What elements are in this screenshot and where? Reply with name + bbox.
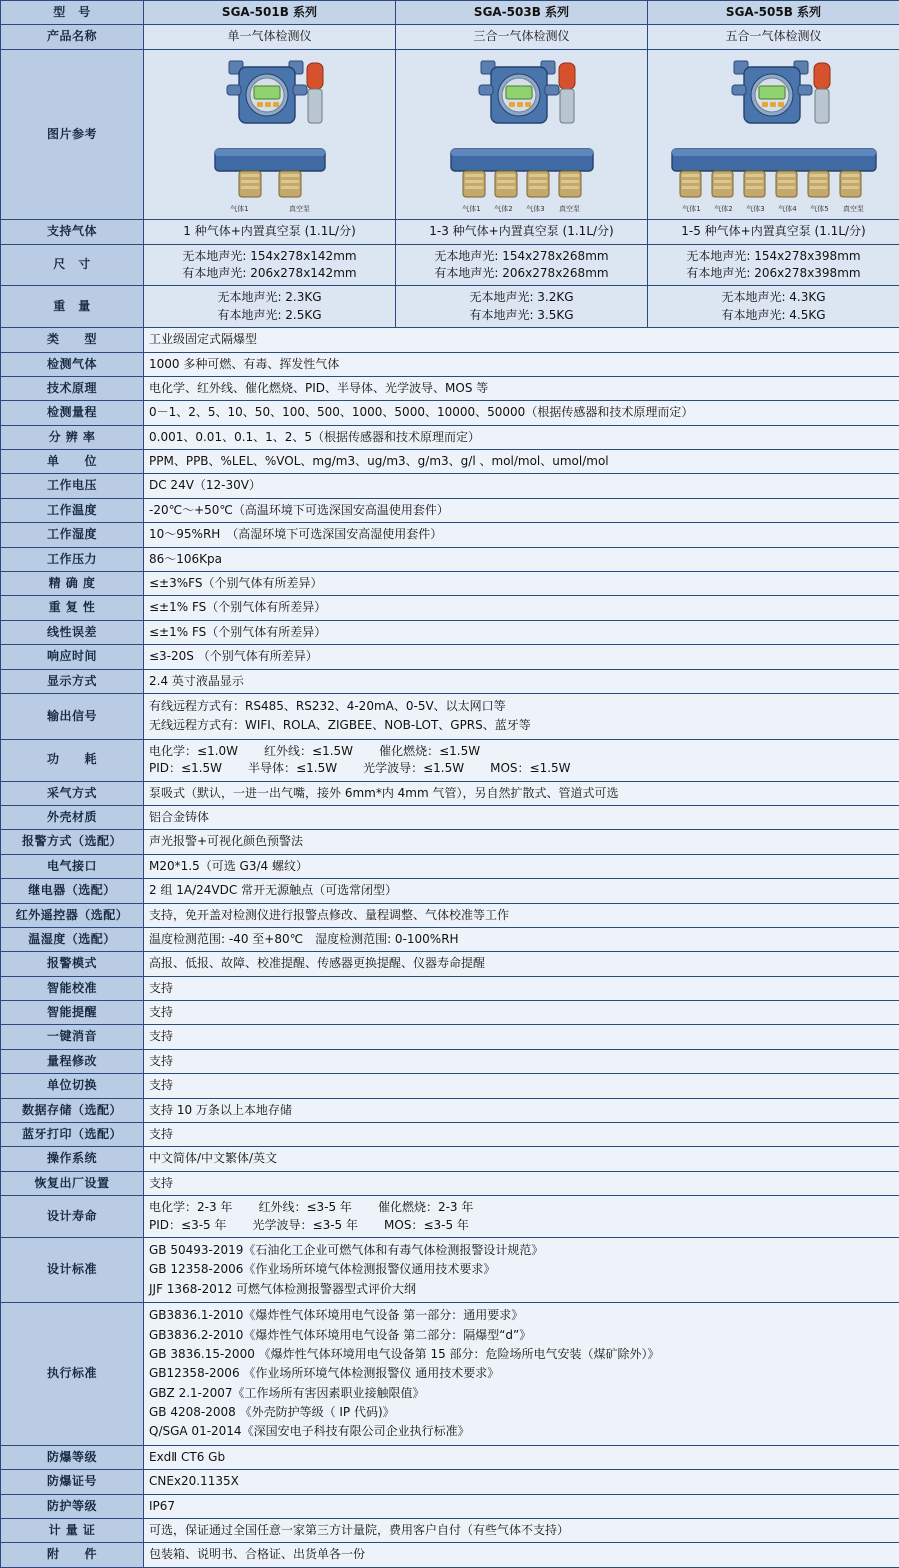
row-label-metrology-cert: 计 量 证 — [1, 1519, 144, 1543]
row-label-factory-reset: 恢复出厂设置 — [1, 1171, 144, 1195]
row-label-output-signal: 输出信号 — [1, 693, 144, 739]
row-label-resolution: 分 辨 率 — [1, 425, 144, 449]
row-label-voltage: 工作电压 — [1, 474, 144, 498]
row-label-support-gas: 支持气体 — [1, 220, 144, 244]
row-label-ex-rating: 防爆等级 — [1, 1445, 144, 1469]
weight-501b — [144, 286, 396, 328]
row-label-display: 显示方式 — [1, 669, 144, 693]
row-label-detect-gas: 检测气体 — [1, 352, 144, 376]
table-row-ip-rating — [1, 1494, 899, 1518]
row-label-smart-calibration: 智能校准 — [1, 976, 144, 1000]
table-row-design-standard — [1, 1237, 899, 1302]
weight-503b-line2: 有本地声光: 3.5KG — [401, 307, 642, 324]
row-value-power — [144, 739, 899, 781]
row-value-ip-rating: IP67 — [144, 1494, 899, 1518]
caption-pump: 真空泵 — [836, 204, 872, 214]
power-infrared — [264, 743, 353, 760]
life-optical-key: 光学波导： — [253, 1217, 313, 1234]
row-value-sampling: 泵吸式（默认，一进一出气嘴，接外 6mm*内 4mm 气管），另自然扩散式、管道式可选 — [144, 781, 899, 805]
row-label-work-temp: 工作温度 — [1, 498, 144, 522]
device-captions-5 — [654, 204, 894, 214]
device-captions-1 — [155, 204, 385, 214]
power-optical-key: 光学波导： — [363, 760, 423, 777]
row-label-exec-standard: 执行标准 — [1, 1303, 144, 1446]
weight-503b-line1: 无本地声光: 3.2KG — [401, 289, 642, 306]
row-label-one-key-mute: 一键消音 — [1, 1025, 144, 1049]
row-label-product-name: 产品名称 — [1, 25, 144, 49]
life-electrochemical-value: 2-3 年 — [197, 1199, 232, 1216]
table-row-smart-calibration — [1, 976, 899, 1000]
power-catalytic-key: 催化燃烧： — [379, 743, 439, 760]
row-label-type: 类 型 — [1, 328, 144, 352]
row-value-resolution: 0.001、0.01、0.1、1、2、5（根据传感器和技术原理而定） — [144, 425, 899, 449]
size-503b-line1: 无本地声光: 154x278x268mm — [401, 248, 642, 265]
row-label-relay: 继电器（选配） — [1, 879, 144, 903]
table-row-weight — [1, 286, 899, 328]
detector-svg — [407, 53, 637, 203]
table-row-type — [1, 328, 899, 352]
support-gas-505b: 1-5 种气体+内置真空泵 (1.1L/分) — [648, 220, 899, 244]
table-row-detect-gas — [1, 352, 899, 376]
table-row-repeatability — [1, 596, 899, 620]
row-value-output-signal — [144, 693, 899, 739]
caption-gas2: 气体2 — [708, 204, 740, 214]
row-label-repeatability: 重 复 性 — [1, 596, 144, 620]
design-standard-line: GB 50493-2019《石油化工企业可燃气体和有毒气体检测报警设计规范》 — [149, 1241, 894, 1260]
size-505b-line2: 有本地声光: 206x278x398mm — [653, 265, 894, 282]
table-row-voltage — [1, 474, 899, 498]
life-pid — [149, 1217, 227, 1234]
exec-standard-line: GB12358-2006 《作业场所环境气体检测报警仪 通用技术要求》 — [149, 1364, 894, 1383]
power-electrochemical — [149, 743, 238, 760]
table-row-range — [1, 401, 899, 425]
design-standard-line: JJF 1368-2012 可燃气体检测报警器型式评价大纲 — [149, 1280, 894, 1299]
row-label-temp-humidity: 温湿度（选配） — [1, 927, 144, 951]
table-row-housing — [1, 805, 899, 829]
life-mos-key: MOS： — [384, 1217, 423, 1234]
table-row-output-signal — [1, 693, 899, 739]
power-pid — [149, 760, 222, 777]
size-503b-line2: 有本地声光: 206x278x268mm — [401, 265, 642, 282]
weight-501b-line1: 无本地声光: 2.3KG — [149, 289, 390, 306]
row-label-work-humidity: 工作湿度 — [1, 523, 144, 547]
row-value-relay: 2 组 1A/24VDC 常开无源触点（可选常闭型） — [144, 879, 899, 903]
detector-illustration-5-gas — [654, 53, 894, 214]
row-label-response-time: 响应时间 — [1, 645, 144, 669]
row-label-unit: 单 位 — [1, 450, 144, 474]
power-optical — [363, 760, 464, 777]
caption-gas2: 气体2 — [488, 204, 520, 214]
caption-gas3: 气体3 — [520, 204, 552, 214]
row-label-image-reference: 图片参考 — [1, 49, 144, 219]
power-pid-key: PID： — [149, 760, 181, 777]
row-value-ir-remote: 支持，免开盖对检测仪进行报警点修改、量程调整、气体校准等工作 — [144, 903, 899, 927]
row-label-unit-switch: 单位切换 — [1, 1074, 144, 1098]
table-row-data-storage — [1, 1098, 899, 1122]
life-infrared — [258, 1199, 352, 1216]
row-value-ex-cert: CNEx20.1135X — [144, 1470, 899, 1494]
row-label-tech-principle: 技术原理 — [1, 376, 144, 400]
table-row-linear-error — [1, 620, 899, 644]
model-501b: SGA-501B 系列 — [144, 1, 396, 25]
row-value-exec-standard — [144, 1303, 899, 1446]
row-value-work-pressure: 86～106Kpa — [144, 547, 899, 571]
size-501b-line2: 有本地声光: 206x278x142mm — [149, 265, 390, 282]
product-name-505b: 五合一气体检测仪 — [648, 25, 899, 49]
row-value-accessories: 包装箱、说明书、合格证、出货单各一份 — [144, 1543, 899, 1567]
row-label-accuracy: 精 确 度 — [1, 572, 144, 596]
row-label-smart-reminder: 智能提醒 — [1, 1001, 144, 1025]
table-row-one-key-mute — [1, 1025, 899, 1049]
row-label-alarm-mode: 报警模式 — [1, 952, 144, 976]
table-row-sampling — [1, 781, 899, 805]
row-label-range: 检测量程 — [1, 401, 144, 425]
life-catalytic — [378, 1199, 473, 1216]
weight-505b-line2: 有本地声光: 4.5KG — [653, 307, 894, 324]
exec-standard-line: Q/SGA 01-2014《深国安电子科技有限公司企业执行标准》 — [149, 1422, 894, 1441]
row-label-power: 功 耗 — [1, 739, 144, 781]
row-value-unit: PPM、PPB、%LEL、%VOL、mg/m3、ug/m3、g/m3、g/l 、mol/mol、umol/mol — [144, 450, 899, 474]
row-value-range-modify: 支持 — [144, 1049, 899, 1073]
power-catalytic-value: ≤1.5W — [439, 743, 480, 760]
row-label-weight: 重 量 — [1, 286, 144, 328]
table-row-electrical-interface — [1, 854, 899, 878]
detector-svg — [155, 53, 385, 203]
table-row-image-reference — [1, 49, 899, 219]
power-semiconductor-value: ≤1.5W — [296, 760, 337, 777]
row-label-os: 操作系统 — [1, 1147, 144, 1171]
caption-gas3: 气体3 — [740, 204, 772, 214]
row-label-model: 型 号 — [1, 1, 144, 25]
table-row-smart-reminder — [1, 1001, 899, 1025]
row-value-smart-reminder: 支持 — [144, 1001, 899, 1025]
row-value-design-life — [144, 1196, 899, 1238]
row-value-os: 中文简体/中文繁体/英文 — [144, 1147, 899, 1171]
model-505b: SGA-505B 系列 — [648, 1, 899, 25]
device-captions-3 — [407, 204, 637, 214]
power-semiconductor-key: 半导体： — [248, 760, 296, 777]
power-pid-value: ≤1.5W — [181, 760, 222, 777]
output-signal-wired: 有线远程方式有：RS485、RS232、4-20mA、0-5V、以太网口等 — [149, 697, 894, 716]
power-infrared-value: ≤1.5W — [312, 743, 353, 760]
power-mos — [490, 760, 570, 777]
table-row-ir-remote — [1, 903, 899, 927]
weight-503b — [396, 286, 648, 328]
output-signal-wireless: 无线远程方式有：WIFI、ROLA、ZIGBEE、NOB-LOT、GPRS、蓝牙等 — [149, 716, 894, 735]
life-mos-value: ≤3-5 年 — [423, 1217, 468, 1234]
row-label-bluetooth-print: 蓝牙打印（选配） — [1, 1123, 144, 1147]
caption-pump: 真空泵 — [552, 204, 588, 214]
exec-standard-line: GB3836.1-2010《爆炸性气体环境用电气设备 第一部分：通用要求》 — [149, 1306, 894, 1325]
row-value-accuracy: ≤±3%FS（个别气体有所差异） — [144, 572, 899, 596]
device-image-503b — [396, 49, 648, 219]
design-life-line-1 — [149, 1199, 894, 1216]
row-label-size: 尺 寸 — [1, 244, 144, 286]
table-row-work-humidity — [1, 523, 899, 547]
table-row-support-gas — [1, 220, 899, 244]
caption-gas1: 气体1 — [210, 204, 270, 214]
size-501b-line1: 无本地声光: 154x278x142mm — [149, 248, 390, 265]
design-standard-line: GB 12358-2006《作业场所环境气体检测报警仪通用技术要求》 — [149, 1260, 894, 1279]
table-row-alarm-method — [1, 830, 899, 854]
caption-gas4: 气体4 — [772, 204, 804, 214]
row-value-electrical-interface: M20*1.5（可选 G3/4 螺纹） — [144, 854, 899, 878]
support-gas-501b: 1 种气体+内置真空泵 (1.1L/分) — [144, 220, 396, 244]
power-electrochemical-key: 电化学： — [149, 743, 197, 760]
model-503b: SGA-503B 系列 — [396, 1, 648, 25]
table-row-response-time — [1, 645, 899, 669]
row-value-ex-rating: ExdⅡ CT6 Gb — [144, 1445, 899, 1469]
weight-501b-line2: 有本地声光: 2.5KG — [149, 307, 390, 324]
table-row-ex-rating — [1, 1445, 899, 1469]
table-row-accessories — [1, 1543, 899, 1567]
weight-505b-line1: 无本地声光: 4.3KG — [653, 289, 894, 306]
size-501b — [144, 244, 396, 286]
row-label-ex-cert: 防爆证号 — [1, 1470, 144, 1494]
table-row-product-name — [1, 25, 899, 49]
life-pid-key: PID： — [149, 1217, 181, 1234]
row-label-housing: 外壳材质 — [1, 805, 144, 829]
power-infrared-key: 红外线： — [264, 743, 312, 760]
table-row-range-modify — [1, 1049, 899, 1073]
row-label-electrical-interface: 电气接口 — [1, 854, 144, 878]
exec-standard-line: GB3836.2-2010《爆炸性气体环境用电气设备 第二部分：隔爆型“d”》 — [149, 1326, 894, 1345]
life-infrared-key: 红外线： — [258, 1199, 306, 1216]
row-value-temp-humidity: 温度检测范围: -40 至+80℃ 湿度检测范围: 0-100%RH — [144, 927, 899, 951]
caption-pump: 真空泵 — [270, 204, 330, 214]
table-row-relay — [1, 879, 899, 903]
caption-gas1: 气体1 — [676, 204, 708, 214]
row-label-work-pressure: 工作压力 — [1, 547, 144, 571]
power-semiconductor — [248, 760, 337, 777]
table-row-accuracy — [1, 572, 899, 596]
caption-gas1: 气体1 — [456, 204, 488, 214]
table-row-temp-humidity — [1, 927, 899, 951]
life-catalytic-value: 2-3 年 — [438, 1199, 473, 1216]
row-label-design-standard: 设计标准 — [1, 1237, 144, 1302]
row-value-one-key-mute: 支持 — [144, 1025, 899, 1049]
detector-illustration-3-gas — [407, 53, 637, 214]
size-505b — [648, 244, 899, 286]
row-value-bluetooth-print: 支持 — [144, 1123, 899, 1147]
row-label-linear-error: 线性误差 — [1, 620, 144, 644]
table-row-model — [1, 1, 899, 25]
row-value-design-standard — [144, 1237, 899, 1302]
device-image-501b — [144, 49, 396, 219]
table-row-unit — [1, 450, 899, 474]
row-value-repeatability: ≤±1% FS（个别气体有所差异） — [144, 596, 899, 620]
table-row-unit-switch — [1, 1074, 899, 1098]
row-value-response-time: ≤3-20S （个别气体有所差异） — [144, 645, 899, 669]
row-value-detect-gas: 1000 多种可燃、有毒、挥发性气体 — [144, 352, 899, 376]
row-value-housing: 铝合金铸体 — [144, 805, 899, 829]
row-label-accessories: 附 件 — [1, 1543, 144, 1567]
table-row-os — [1, 1147, 899, 1171]
product-name-501b: 单一气体检测仪 — [144, 25, 396, 49]
table-row-alarm-mode — [1, 952, 899, 976]
power-line-1 — [149, 743, 894, 760]
row-value-work-humidity: 10～95%RH （高湿环境下可选深国安高湿使用套件） — [144, 523, 899, 547]
detector-illustration-1-gas — [155, 53, 385, 214]
table-row-work-temp — [1, 498, 899, 522]
row-value-tech-principle: 电化学、红外线、催化燃烧、PID、半导体、光学波导、MOS 等 — [144, 376, 899, 400]
life-infrared-value: ≤3-5 年 — [306, 1199, 351, 1216]
row-label-sampling: 采气方式 — [1, 781, 144, 805]
exec-standard-line: GBZ 2.1-2007《工作场所有害因素职业接触限值》 — [149, 1384, 894, 1403]
life-optical-value: ≤3-5 年 — [313, 1217, 358, 1234]
table-row-resolution — [1, 425, 899, 449]
power-electrochemical-value: ≤1.0W — [197, 743, 238, 760]
weight-505b — [648, 286, 899, 328]
caption-gas5: 气体5 — [804, 204, 836, 214]
power-line-2 — [149, 760, 894, 777]
power-mos-value: ≤1.5W — [530, 760, 571, 777]
row-label-design-life: 设计寿命 — [1, 1196, 144, 1238]
table-row-design-life — [1, 1196, 899, 1238]
row-value-range: 0－1、2、5、10、50、100、500、1000、5000、10000、50000（根据传感器和技术原理而定） — [144, 401, 899, 425]
table-row-display — [1, 669, 899, 693]
row-value-data-storage: 支持 10 万条以上本地存储 — [144, 1098, 899, 1122]
product-name-503b: 三合一气体检测仪 — [396, 25, 648, 49]
row-label-ip-rating: 防护等级 — [1, 1494, 144, 1518]
table-row-power — [1, 739, 899, 781]
row-value-type: 工业级固定式隔爆型 — [144, 328, 899, 352]
support-gas-503b: 1-3 种气体+内置真空泵 (1.1L/分) — [396, 220, 648, 244]
power-catalytic — [379, 743, 480, 760]
row-value-display: 2.4 英寸液晶显示 — [144, 669, 899, 693]
table-row-ex-cert — [1, 1470, 899, 1494]
size-505b-line1: 无本地声光: 154x278x398mm — [653, 248, 894, 265]
design-life-line-2 — [149, 1217, 894, 1234]
row-value-alarm-mode: 高报、低报、故障、校准提醒、传感器更换提醒、仪器寿命提醒 — [144, 952, 899, 976]
table-row-work-pressure — [1, 547, 899, 571]
table-row-metrology-cert — [1, 1519, 899, 1543]
row-value-work-temp: -20℃～+50℃（高温环境下可选深国安高温使用套件） — [144, 498, 899, 522]
life-catalytic-key: 催化燃烧： — [378, 1199, 438, 1216]
row-value-unit-switch: 支持 — [144, 1074, 899, 1098]
row-label-data-storage: 数据存储（选配） — [1, 1098, 144, 1122]
power-optical-value: ≤1.5W — [423, 760, 464, 777]
row-label-range-modify: 量程修改 — [1, 1049, 144, 1073]
table-row-tech-principle — [1, 376, 899, 400]
row-label-ir-remote: 红外遥控器（选配） — [1, 903, 144, 927]
exec-standard-line: GB 4208-2008 《外壳防护等级（ IP 代码)》 — [149, 1403, 894, 1422]
power-mos-key: MOS： — [490, 760, 529, 777]
row-value-factory-reset: 支持 — [144, 1171, 899, 1195]
row-value-smart-calibration: 支持 — [144, 976, 899, 1000]
life-electrochemical-key: 电化学： — [149, 1199, 197, 1216]
detector-svg — [654, 53, 894, 203]
table-row-factory-reset — [1, 1171, 899, 1195]
life-electrochemical — [149, 1199, 232, 1216]
life-pid-value: ≤3-5 年 — [181, 1217, 226, 1234]
life-mos — [384, 1217, 469, 1234]
row-value-alarm-method: 声光报警+可视化颜色预警法 — [144, 830, 899, 854]
life-optical — [253, 1217, 359, 1234]
row-value-metrology-cert: 可选，保证通过全国任意一家第三方计量院，费用客户自付（有些气体不支持） — [144, 1519, 899, 1543]
row-value-linear-error: ≤±1% FS（个别气体有所差异） — [144, 620, 899, 644]
size-503b — [396, 244, 648, 286]
table-row-size — [1, 244, 899, 286]
row-value-voltage: DC 24V（12-30V） — [144, 474, 899, 498]
device-image-505b — [648, 49, 899, 219]
exec-standard-line: GB 3836.15-2000 《爆炸性气体环境用电气设备第 15 部分：危险场所电气安装（煤矿除外）》 — [149, 1345, 894, 1364]
table-row-exec-standard — [1, 1303, 899, 1446]
table-row-bluetooth-print — [1, 1123, 899, 1147]
row-label-alarm-method: 报警方式（选配） — [1, 830, 144, 854]
